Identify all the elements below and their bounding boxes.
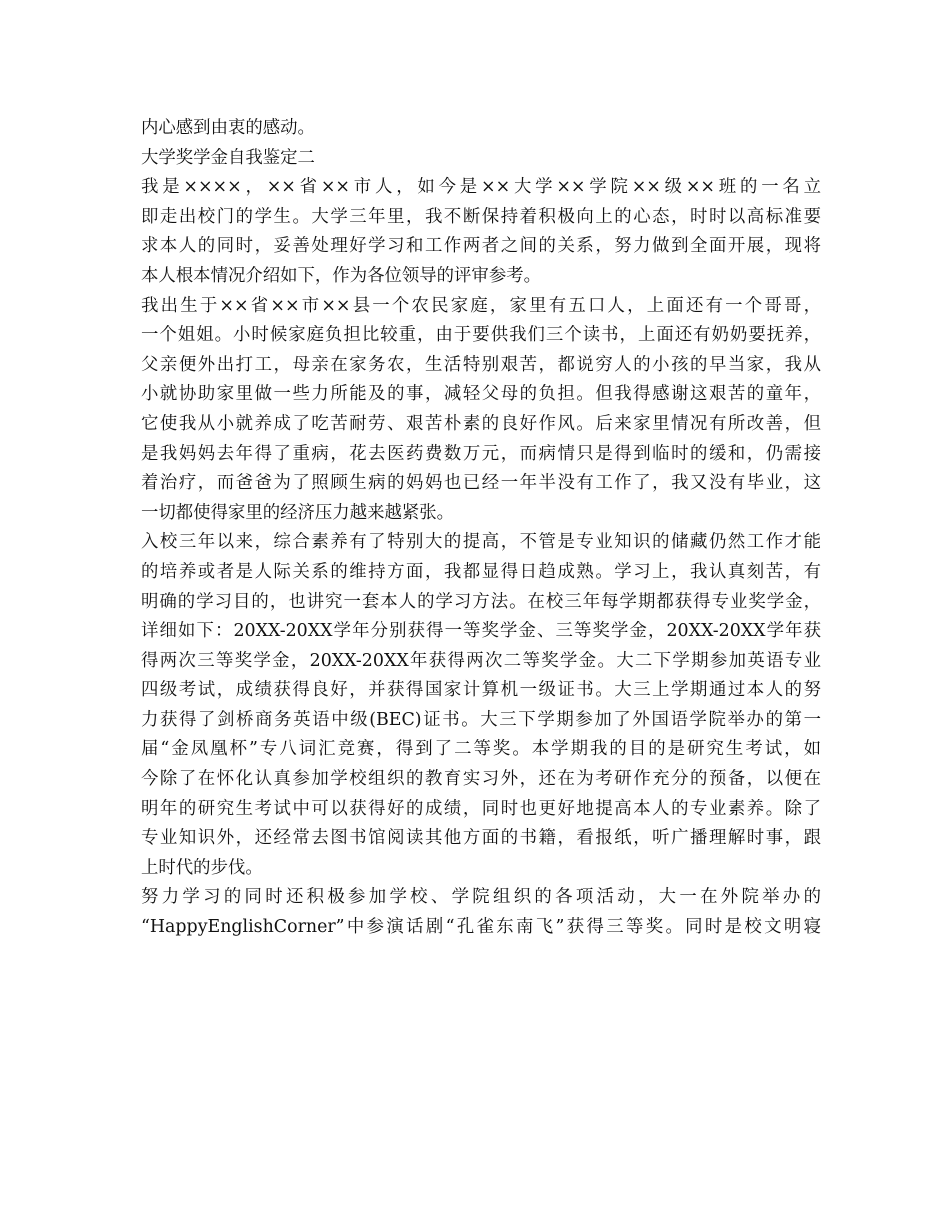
- text-line: 力获得了剑桥商务英语中级(BEC)证书。大三下学期参加了外国语学院举办的第一: [141, 709, 821, 730]
- text-line: 一切都使得家里的经济压力越来越紧张。: [141, 502, 455, 523]
- text-line: 得两次三等奖学金，20XX-20XX年获得两次二等奖学金。大二下学期参加英语专业: [141, 650, 821, 671]
- text-line: 明年的研究生考试中可以获得好的成绩，同时也更好地提高本人的专业素养。除了: [141, 798, 821, 819]
- text-line: 父亲便外出打工，母亲在家务农，生活特别艰苦，都说穷人的小孩的早当家，我从: [141, 354, 821, 375]
- section-heading: 大学奖学金自我鉴定二: [141, 147, 315, 168]
- text-line: 届“金凤凰杯”专八词汇竞赛，得到了二等奖。本学期我的目的是研究生考试，如: [141, 739, 821, 760]
- text-line: 的培养或者是人际关系的维持方面，我都显得日趋成熟。学习上，我认真刻苦，有: [141, 561, 821, 582]
- text-line: 明确的学习目的，也讲究一套本人的学习方法。在校三年每学期都获得专业奖学金，: [141, 591, 821, 612]
- text-line: 我是××××，××省××市人，如今是××大学××学院××级××班的一名立: [141, 177, 821, 198]
- text-line: 小就协助家里做一些力所能及的事，减轻父母的负担。但我得感谢这艰苦的童年，: [141, 384, 821, 405]
- text-line: 我出生于××省××市××县一个农民家庭，家里有五口人，上面还有一个哥哥，: [141, 295, 821, 316]
- text-line: 上时代的步伐。: [141, 857, 263, 878]
- text-line: 即走出校门的学生。大学三年里，我不断保持着积极向上的心态，时时以高标准要: [141, 206, 821, 227]
- text-line: 四级考试，成绩获得良好，并获得国家计算机一级证书。大三上学期通过本人的努: [141, 680, 821, 701]
- text-line: 入校三年以来，综合素养有了特别大的提高，不管是专业知识的储藏仍然工作才能: [141, 532, 821, 553]
- text-line: 它使我从小就养成了吃苦耐劳、艰苦朴素的良好作风。后来家里情况有所改善，但: [141, 413, 821, 434]
- text-line: 内心感到由衷的感动。: [141, 118, 315, 138]
- text-line: 是我妈妈去年得了重病，花去医药费数万元，而病情只是得到临时的缓和，仍需接: [141, 443, 821, 464]
- text-line: 努力学习的同时还积极参加学校、学院组织的各项活动，大一在外院举办的: [141, 887, 821, 908]
- text-line: 着治疗，而爸爸为了照顾生病的妈妈也已经一年半没有工作了，我又没有毕业，这: [141, 473, 821, 494]
- text-line: 本人根本情况介绍如下，作为各位领导的评审参考。: [141, 265, 541, 286]
- text-line: “HappyEnglishCorner”中参演话剧“孔雀东南飞”获得三等奖。同时是校文明寝: [141, 917, 821, 938]
- text-line: 求本人的同时，妥善处理好学习和工作两者之间的关系，努力做到全面开展，现将: [141, 236, 821, 257]
- text-line: 专业知识外，还经常去图书馆阅读其他方面的书籍，看报纸，听广播理解时事，跟: [141, 828, 821, 849]
- text-line: 详细如下：20XX-20XX学年分别获得一等奖学金、三等奖学金，20XX-20XX学年获: [141, 621, 821, 642]
- text-line: 今除了在怀化认真参加学校组织的教育实习外，还在为考研作充分的预备，以便在: [141, 769, 821, 790]
- document-body: [141, 114, 821, 943]
- text-line: 一个姐姐。小时候家庭负担比较重，由于要供我们三个读书，上面还有奶奶要抚养，: [141, 325, 821, 346]
